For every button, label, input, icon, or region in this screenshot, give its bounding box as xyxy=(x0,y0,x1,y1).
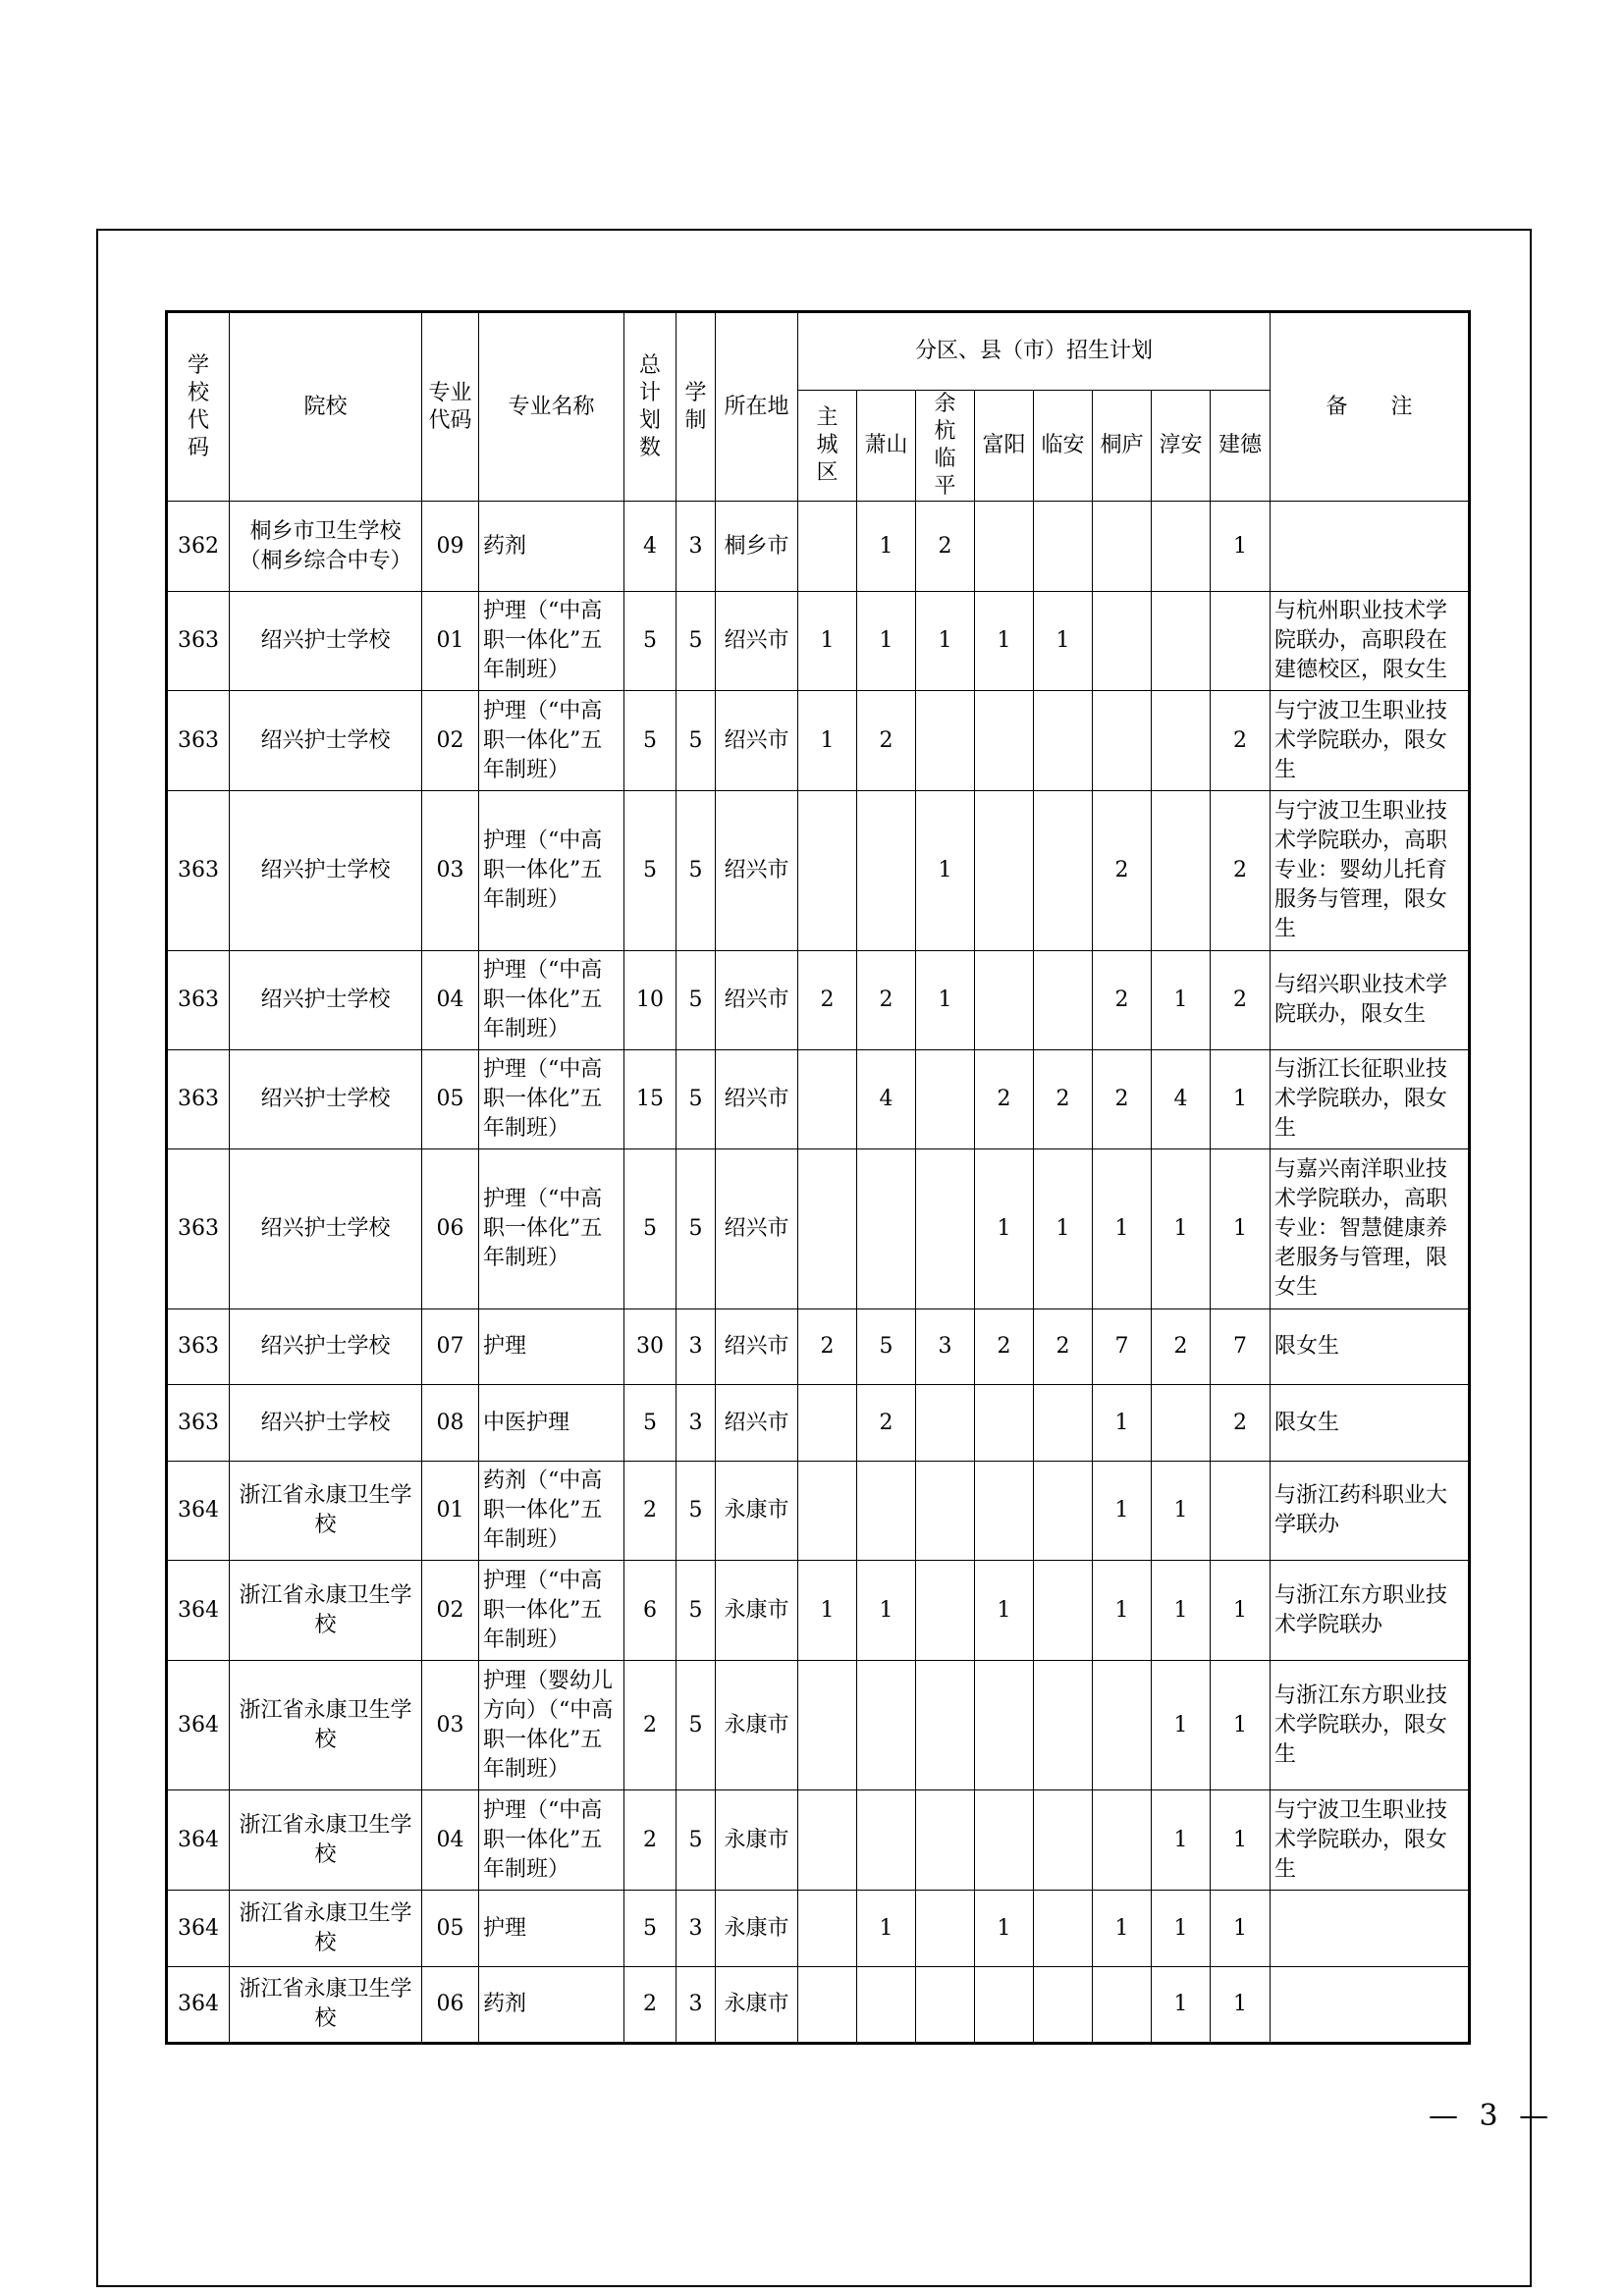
district-plan-cell: 2 xyxy=(857,951,916,1050)
district-plan-cell: 1 xyxy=(857,1891,916,1967)
major-code-cell: 02 xyxy=(422,1561,479,1661)
district-plan-cell: 4 xyxy=(1152,1050,1211,1149)
header-district: 淳安 xyxy=(1152,391,1211,502)
school-name-cell: 绍兴护士学校 xyxy=(230,1149,422,1309)
district-plan-cell xyxy=(798,1891,857,1967)
major-code-cell: 06 xyxy=(422,1149,479,1309)
district-plan-cell xyxy=(1034,1462,1093,1561)
header-plan-group: 分区、县（市）招生计划 xyxy=(798,312,1271,391)
location-cell: 永康市 xyxy=(716,1790,798,1891)
district-plan-cell: 1 xyxy=(857,592,916,691)
school-code-cell: 364 xyxy=(167,1967,230,2044)
school-code-cell: 364 xyxy=(167,1661,230,1790)
major-code-cell: 07 xyxy=(422,1309,479,1385)
remark-cell: 与宁波卫生职业技术学院联办，限女生 xyxy=(1271,691,1470,791)
major-name-cell: 护理（“中高职一体化”五年制班） xyxy=(479,1050,624,1149)
remark-cell: 与浙江东方职业技术学院联办，限女生 xyxy=(1271,1661,1470,1790)
district-plan-cell: 2 xyxy=(1211,951,1271,1050)
school-name-cell: 浙江省永康卫生学校 xyxy=(230,1661,422,1790)
remark-cell: 与浙江长征职业技术学院联办，限女生 xyxy=(1271,1050,1470,1149)
district-plan-cell xyxy=(798,791,857,951)
district-plan-cell xyxy=(916,1149,975,1309)
district-plan-cell xyxy=(1093,1790,1152,1891)
district-plan-cell xyxy=(1034,1561,1093,1661)
district-plan-cell xyxy=(1093,691,1152,791)
district-plan-cell: 2 xyxy=(857,1385,916,1462)
school-code-cell: 363 xyxy=(167,791,230,951)
district-plan-cell xyxy=(1152,502,1211,592)
district-plan-cell: 1 xyxy=(916,791,975,951)
total-plan-cell: 15 xyxy=(624,1050,677,1149)
district-plan-cell xyxy=(975,1661,1034,1790)
district-plan-cell xyxy=(916,1790,975,1891)
header-district: 建德 xyxy=(1211,391,1271,502)
district-plan-cell xyxy=(1152,1385,1211,1462)
header-district: 萧山 xyxy=(857,391,916,502)
duration-cell: 5 xyxy=(677,1661,716,1790)
school-name-cell: 浙江省永康卫生学校 xyxy=(230,1561,422,1661)
table-row xyxy=(167,1385,1470,1462)
total-plan-cell: 5 xyxy=(624,592,677,691)
district-plan-cell: 1 xyxy=(1152,1967,1211,2044)
district-plan-cell: 5 xyxy=(857,1309,916,1385)
duration-cell: 5 xyxy=(677,1050,716,1149)
district-plan-cell: 1 xyxy=(1152,1561,1211,1661)
school-name-cell: 绍兴护士学校 xyxy=(230,691,422,791)
district-plan-cell: 2 xyxy=(1093,951,1152,1050)
major-name-cell: 护理（“中高职一体化”五年制班） xyxy=(479,1149,624,1309)
duration-cell: 5 xyxy=(677,1149,716,1309)
table-row xyxy=(167,1462,1470,1561)
district-plan-cell: 1 xyxy=(1211,1050,1271,1149)
location-cell: 绍兴市 xyxy=(716,592,798,691)
school-code-cell: 363 xyxy=(167,1385,230,1462)
district-plan-cell: 2 xyxy=(975,1309,1034,1385)
duration-cell: 5 xyxy=(677,1561,716,1661)
district-plan-cell xyxy=(857,1149,916,1309)
district-plan-cell xyxy=(798,1790,857,1891)
district-plan-cell: 4 xyxy=(857,1050,916,1149)
district-plan-cell xyxy=(857,1790,916,1891)
district-plan-cell xyxy=(1034,951,1093,1050)
district-plan-cell xyxy=(1093,1967,1152,2044)
major-code-cell: 03 xyxy=(422,791,479,951)
location-cell: 永康市 xyxy=(716,1561,798,1661)
remark-cell: 限女生 xyxy=(1271,1309,1470,1385)
school-name-cell: 浙江省永康卫生学校 xyxy=(230,1462,422,1561)
remark-cell: 与浙江药科职业大学联办 xyxy=(1271,1462,1470,1561)
district-plan-cell: 7 xyxy=(1211,1309,1271,1385)
table-row xyxy=(167,1891,1470,1967)
district-plan-cell xyxy=(1093,1661,1152,1790)
header-district: 临安 xyxy=(1034,391,1093,502)
district-plan-cell xyxy=(857,1661,916,1790)
school-name-cell: 浙江省永康卫生学校 xyxy=(230,1891,422,1967)
enrollment-table xyxy=(165,310,1471,2045)
table-row xyxy=(167,1050,1470,1149)
district-plan-cell: 3 xyxy=(916,1309,975,1385)
district-plan-cell: 1 xyxy=(1093,1561,1152,1661)
district-plan-cell: 2 xyxy=(1034,1309,1093,1385)
district-plan-cell: 1 xyxy=(1211,1790,1271,1891)
remark-cell: 与宁波卫生职业技术学院联办，高职专业：婴幼儿托育服务与管理，限女生 xyxy=(1271,791,1470,951)
district-plan-cell xyxy=(916,1385,975,1462)
location-cell: 永康市 xyxy=(716,1891,798,1967)
district-plan-cell xyxy=(916,1661,975,1790)
district-plan-cell xyxy=(798,502,857,592)
remark-cell: 与嘉兴南洋职业技术学院联办，高职专业：智慧健康养老服务与管理，限女生 xyxy=(1271,1149,1470,1309)
major-code-cell: 09 xyxy=(422,502,479,592)
table-row xyxy=(167,691,1470,791)
table-row xyxy=(167,592,1470,691)
district-plan-cell xyxy=(1034,691,1093,791)
school-code-cell: 364 xyxy=(167,1462,230,1561)
district-plan-cell: 1 xyxy=(798,592,857,691)
header-location: 所在地 xyxy=(716,312,798,502)
district-plan-cell: 2 xyxy=(1152,1309,1211,1385)
district-plan-cell xyxy=(975,1967,1034,2044)
location-cell: 永康市 xyxy=(716,1661,798,1790)
district-plan-cell xyxy=(975,951,1034,1050)
district-plan-cell: 1 xyxy=(1152,1661,1211,1790)
district-plan-cell xyxy=(916,1561,975,1661)
district-plan-cell xyxy=(1152,592,1211,691)
major-name-cell: 护理 xyxy=(479,1891,624,1967)
district-plan-cell xyxy=(857,1462,916,1561)
school-name-cell: 绍兴护士学校 xyxy=(230,1309,422,1385)
school-name-cell: 绍兴护士学校 xyxy=(230,791,422,951)
header-remark: 备 注 xyxy=(1271,312,1470,502)
location-cell: 永康市 xyxy=(716,1967,798,2044)
district-plan-cell xyxy=(798,1050,857,1149)
district-plan-cell: 2 xyxy=(1093,791,1152,951)
major-name-cell: 护理（“中高职一体化”五年制班） xyxy=(479,791,624,951)
school-code-cell: 364 xyxy=(167,1790,230,1891)
remark-cell xyxy=(1271,1967,1470,2044)
district-plan-cell xyxy=(798,1149,857,1309)
district-plan-cell xyxy=(975,1462,1034,1561)
school-code-cell: 363 xyxy=(167,1149,230,1309)
table-row xyxy=(167,1661,1470,1790)
district-plan-cell xyxy=(857,1967,916,2044)
district-plan-cell: 1 xyxy=(975,1891,1034,1967)
school-name-cell: 绍兴护士学校 xyxy=(230,1050,422,1149)
major-name-cell: 护理（婴幼儿方向）（“中高职一体化”五年制班） xyxy=(479,1661,624,1790)
district-plan-cell xyxy=(798,1385,857,1462)
school-name-cell: 浙江省永康卫生学校 xyxy=(230,1967,422,2044)
header-school-code: 学校代码 xyxy=(167,312,230,502)
school-name-cell: 绍兴护士学校 xyxy=(230,1385,422,1462)
district-plan-cell: 1 xyxy=(798,1561,857,1661)
school-name-cell: 绍兴护士学校 xyxy=(230,592,422,691)
district-plan-cell xyxy=(916,691,975,791)
total-plan-cell: 2 xyxy=(624,1661,677,1790)
district-plan-cell: 1 xyxy=(1211,1661,1271,1790)
location-cell: 绍兴市 xyxy=(716,1149,798,1309)
district-plan-cell: 2 xyxy=(1211,791,1271,951)
major-code-cell: 06 xyxy=(422,1967,479,2044)
district-plan-cell: 1 xyxy=(975,592,1034,691)
major-name-cell: 药剂 xyxy=(479,502,624,592)
district-plan-cell xyxy=(798,1967,857,2044)
district-plan-cell xyxy=(1034,1385,1093,1462)
major-code-cell: 05 xyxy=(422,1050,479,1149)
location-cell: 绍兴市 xyxy=(716,1309,798,1385)
location-cell: 桐乡市 xyxy=(716,502,798,592)
duration-cell: 5 xyxy=(677,951,716,1050)
header-duration: 学制 xyxy=(677,312,716,502)
duration-cell: 3 xyxy=(677,1309,716,1385)
remark-cell xyxy=(1271,1891,1470,1967)
major-name-cell: 护理 xyxy=(479,1309,624,1385)
district-plan-cell xyxy=(1034,1891,1093,1967)
total-plan-cell: 5 xyxy=(624,1385,677,1462)
remark-cell: 与宁波卫生职业技术学院联办，限女生 xyxy=(1271,1790,1470,1891)
remark-cell: 与绍兴职业技术学院联办，限女生 xyxy=(1271,951,1470,1050)
district-plan-cell: 2 xyxy=(975,1050,1034,1149)
district-plan-cell xyxy=(975,1385,1034,1462)
district-plan-cell xyxy=(1093,592,1152,691)
district-plan-cell: 2 xyxy=(1211,1385,1271,1462)
remark-cell: 与浙江东方职业技术学院联办 xyxy=(1271,1561,1470,1661)
major-code-cell: 03 xyxy=(422,1661,479,1790)
district-plan-cell xyxy=(975,1790,1034,1891)
district-plan-cell: 1 xyxy=(1152,1790,1211,1891)
location-cell: 绍兴市 xyxy=(716,1385,798,1462)
page-number: — 3 — xyxy=(1429,2099,1555,2133)
major-name-cell: 中医护理 xyxy=(479,1385,624,1462)
school-code-cell: 364 xyxy=(167,1561,230,1661)
district-plan-cell xyxy=(1034,1790,1093,1891)
district-plan-cell: 7 xyxy=(1093,1309,1152,1385)
school-code-cell: 363 xyxy=(167,951,230,1050)
table-row xyxy=(167,1790,1470,1891)
table-row xyxy=(167,1309,1470,1385)
major-code-cell: 05 xyxy=(422,1891,479,1967)
total-plan-cell: 2 xyxy=(624,1967,677,2044)
district-plan-cell: 1 xyxy=(1093,1385,1152,1462)
school-code-cell: 362 xyxy=(167,502,230,592)
district-plan-cell: 2 xyxy=(857,691,916,791)
location-cell: 绍兴市 xyxy=(716,691,798,791)
district-plan-cell xyxy=(798,1462,857,1561)
district-plan-cell xyxy=(916,1050,975,1149)
district-plan-cell xyxy=(1034,791,1093,951)
school-code-cell: 363 xyxy=(167,691,230,791)
district-plan-cell: 1 xyxy=(1034,1149,1093,1309)
district-plan-cell: 1 xyxy=(1093,1462,1152,1561)
district-plan-cell: 1 xyxy=(857,502,916,592)
duration-cell: 3 xyxy=(677,502,716,592)
header-district: 余杭临平 xyxy=(916,391,975,502)
duration-cell: 3 xyxy=(677,1967,716,2044)
school-name-cell: 绍兴护士学校 xyxy=(230,951,422,1050)
district-plan-cell: 2 xyxy=(1093,1050,1152,1149)
total-plan-cell: 5 xyxy=(624,1891,677,1967)
district-plan-cell xyxy=(916,1891,975,1967)
duration-cell: 5 xyxy=(677,1790,716,1891)
remark-cell xyxy=(1271,502,1470,592)
district-plan-cell: 2 xyxy=(798,951,857,1050)
duration-cell: 5 xyxy=(677,791,716,951)
table-row xyxy=(167,1967,1470,2044)
district-plan-cell: 1 xyxy=(1152,951,1211,1050)
district-plan-cell xyxy=(975,691,1034,791)
total-plan-cell: 2 xyxy=(624,1790,677,1891)
district-plan-cell xyxy=(1152,791,1211,951)
major-name-cell: 护理（“中高职一体化”五年制班） xyxy=(479,592,624,691)
district-plan-cell: 1 xyxy=(1034,592,1093,691)
duration-cell: 5 xyxy=(677,1462,716,1561)
district-plan-cell xyxy=(975,791,1034,951)
district-plan-cell: 1 xyxy=(916,592,975,691)
district-plan-cell xyxy=(916,1462,975,1561)
school-code-cell: 364 xyxy=(167,1891,230,1967)
district-plan-cell: 2 xyxy=(1211,691,1271,791)
district-plan-cell xyxy=(916,1967,975,2044)
district-plan-cell: 1 xyxy=(1211,1891,1271,1967)
major-name-cell: 护理（“中高职一体化”五年制班） xyxy=(479,951,624,1050)
school-name-cell: 桐乡市卫生学校（桐乡综合中专） xyxy=(230,502,422,592)
major-code-cell: 04 xyxy=(422,1790,479,1891)
remark-cell: 与杭州职业技术学院联办，高职段在建德校区，限女生 xyxy=(1271,592,1470,691)
header-major-code: 专业代码 xyxy=(422,312,479,502)
major-code-cell: 02 xyxy=(422,691,479,791)
header-total: 总计划数 xyxy=(624,312,677,502)
header-major-name: 专业名称 xyxy=(479,312,624,502)
total-plan-cell: 30 xyxy=(624,1309,677,1385)
district-plan-cell: 1 xyxy=(1152,1891,1211,1967)
district-plan-cell xyxy=(1152,691,1211,791)
district-plan-cell xyxy=(1034,1661,1093,1790)
header-school: 院校 xyxy=(230,312,422,502)
duration-cell: 5 xyxy=(677,592,716,691)
district-plan-cell xyxy=(1034,502,1093,592)
district-plan-cell xyxy=(798,1661,857,1790)
major-name-cell: 护理（“中高职一体化”五年制班） xyxy=(479,1561,624,1661)
total-plan-cell: 4 xyxy=(624,502,677,592)
location-cell: 绍兴市 xyxy=(716,951,798,1050)
district-plan-cell: 1 xyxy=(975,1561,1034,1661)
total-plan-cell: 10 xyxy=(624,951,677,1050)
header-district: 主城区 xyxy=(798,391,857,502)
major-code-cell: 01 xyxy=(422,592,479,691)
location-cell: 绍兴市 xyxy=(716,791,798,951)
major-code-cell: 01 xyxy=(422,1462,479,1561)
table-row xyxy=(167,1561,1470,1661)
district-plan-cell: 1 xyxy=(1211,1149,1271,1309)
school-code-cell: 363 xyxy=(167,1050,230,1149)
district-plan-cell: 1 xyxy=(798,691,857,791)
district-plan-cell xyxy=(857,791,916,951)
major-code-cell: 08 xyxy=(422,1385,479,1462)
duration-cell: 5 xyxy=(677,691,716,791)
total-plan-cell: 5 xyxy=(624,1149,677,1309)
major-code-cell: 04 xyxy=(422,951,479,1050)
total-plan-cell: 5 xyxy=(624,691,677,791)
table-row xyxy=(167,951,1470,1050)
major-name-cell: 药剂（“中高职一体化”五年制班） xyxy=(479,1462,624,1561)
district-plan-cell: 2 xyxy=(1034,1050,1093,1149)
district-plan-cell: 1 xyxy=(1152,1149,1211,1309)
district-plan-cell xyxy=(1034,1967,1093,2044)
district-plan-cell: 1 xyxy=(1093,1891,1152,1967)
major-name-cell: 护理（“中高职一体化”五年制班） xyxy=(479,691,624,791)
table-row xyxy=(167,791,1470,951)
location-cell: 绍兴市 xyxy=(716,1050,798,1149)
district-plan-cell: 1 xyxy=(1093,1149,1152,1309)
header-district: 桐庐 xyxy=(1093,391,1152,502)
district-plan-cell: 2 xyxy=(798,1309,857,1385)
location-cell: 永康市 xyxy=(716,1462,798,1561)
total-plan-cell: 6 xyxy=(624,1561,677,1661)
school-code-cell: 363 xyxy=(167,592,230,691)
total-plan-cell: 2 xyxy=(624,1462,677,1561)
major-name-cell: 护理（“中高职一体化”五年制班） xyxy=(479,1790,624,1891)
district-plan-cell: 1 xyxy=(857,1561,916,1661)
table-row xyxy=(167,502,1470,592)
district-plan-cell xyxy=(1093,502,1152,592)
district-plan-cell: 1 xyxy=(916,951,975,1050)
duration-cell: 3 xyxy=(677,1891,716,1967)
district-plan-cell xyxy=(1211,592,1271,691)
school-code-cell: 363 xyxy=(167,1309,230,1385)
header-district: 富阳 xyxy=(975,391,1034,502)
district-plan-cell: 1 xyxy=(1211,1561,1271,1661)
district-plan-cell xyxy=(975,502,1034,592)
district-plan-cell: 1 xyxy=(1211,502,1271,592)
district-plan-cell: 1 xyxy=(1211,1967,1271,2044)
major-name-cell: 药剂 xyxy=(479,1967,624,2044)
duration-cell: 3 xyxy=(677,1385,716,1462)
total-plan-cell: 5 xyxy=(624,791,677,951)
district-plan-cell: 1 xyxy=(975,1149,1034,1309)
district-plan-cell: 2 xyxy=(916,502,975,592)
table-row xyxy=(167,1149,1470,1309)
district-plan-cell xyxy=(1211,1462,1271,1561)
district-plan-cell: 1 xyxy=(1152,1462,1211,1561)
school-name-cell: 浙江省永康卫生学校 xyxy=(230,1790,422,1891)
remark-cell: 限女生 xyxy=(1271,1385,1470,1462)
